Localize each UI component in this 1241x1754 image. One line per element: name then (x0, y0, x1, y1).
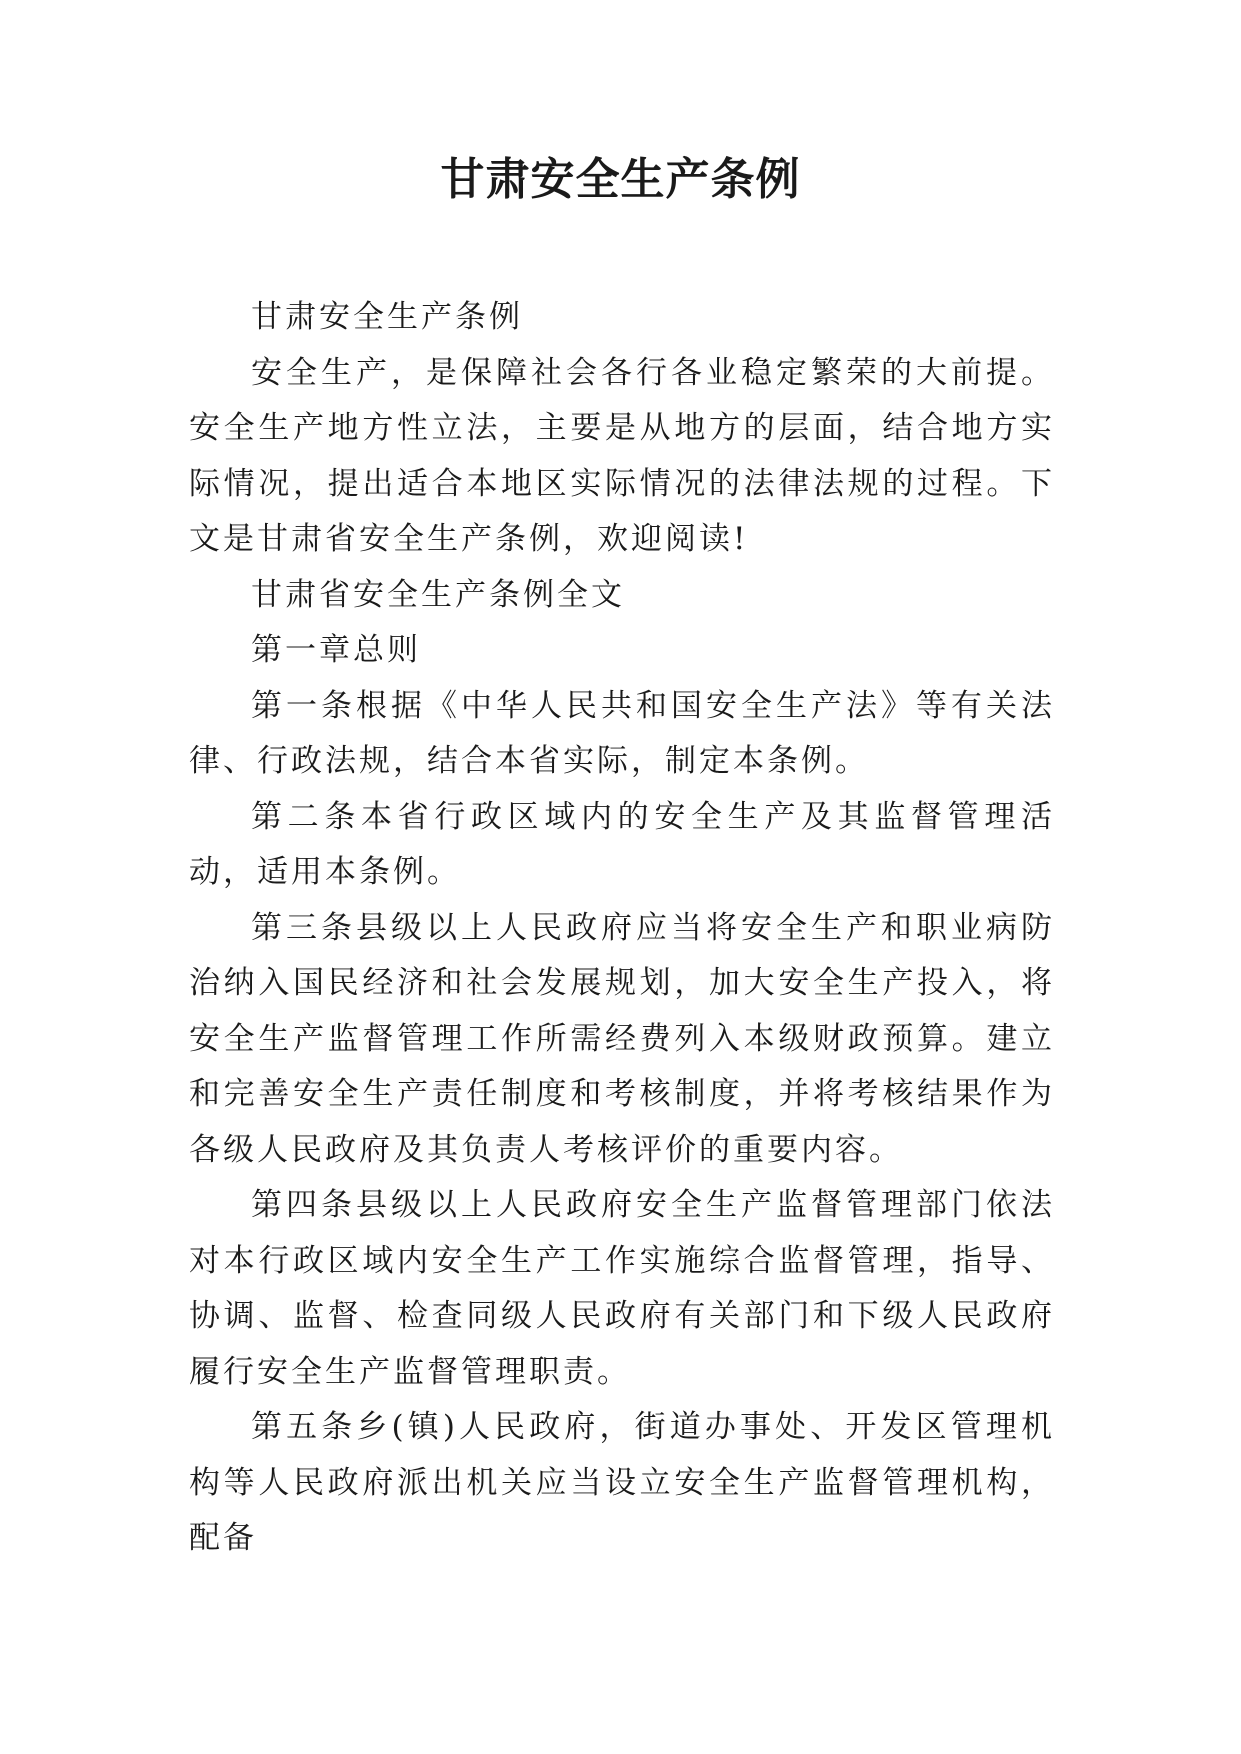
paragraph-intro: 安全生产，是保障社会各行各业稳定繁荣的大前提。安全生产地方性立法，主要是从地方的层面，结合地方实际情况，提出适合本地区实际情况的法律法规的过程。下文是甘肃省安全生产条例，欢迎阅读! (189, 354, 1055, 557)
document-body (189, 290, 1055, 1567)
paragraph-fulltext-heading: 甘肃省安全生产条例全文 (251, 576, 625, 613)
article-1: 第一条根据《中华人民共和国安全生产法》等有关法律、行政法规，结合本省实际，制定本条例。 (189, 687, 1055, 779)
chapter-heading: 第一章总则 (251, 632, 421, 668)
document-title: 甘肃安全生产条例 (440, 154, 801, 205)
article-5: 第五条乡(镇)人民政府，街道办事处、开发区管理机构等人民政府派出机关应当设立安全生产监督管理机构，配备 (189, 1409, 1055, 1556)
article-3: 第三条县级以上人民政府应当将安全生产和职业病防治纳入国民经济和社会发展规划，加大安全生产投入，将安全生产监督管理工作所需经费列入本级财政预算。建立和完善安全生产责任制度和考核制度，并将考核结果作为各级人民政府及其负责人考核评价的重要内容。 (189, 909, 1055, 1168)
article-2: 第二条本省行政区域内的安全生产及其监督管理活动，适用本条例。 (189, 798, 1055, 890)
article-4: 第四条县级以上人民政府安全生产监督管理部门依法对本行政区域内安全生产工作实施综合监督管理，指导、协调、监督、检查同级人民政府有关部门和下级人民政府履行安全生产监督管理职责。 (189, 1187, 1055, 1390)
paragraph-heading: 甘肃安全生产条例 (251, 299, 523, 335)
